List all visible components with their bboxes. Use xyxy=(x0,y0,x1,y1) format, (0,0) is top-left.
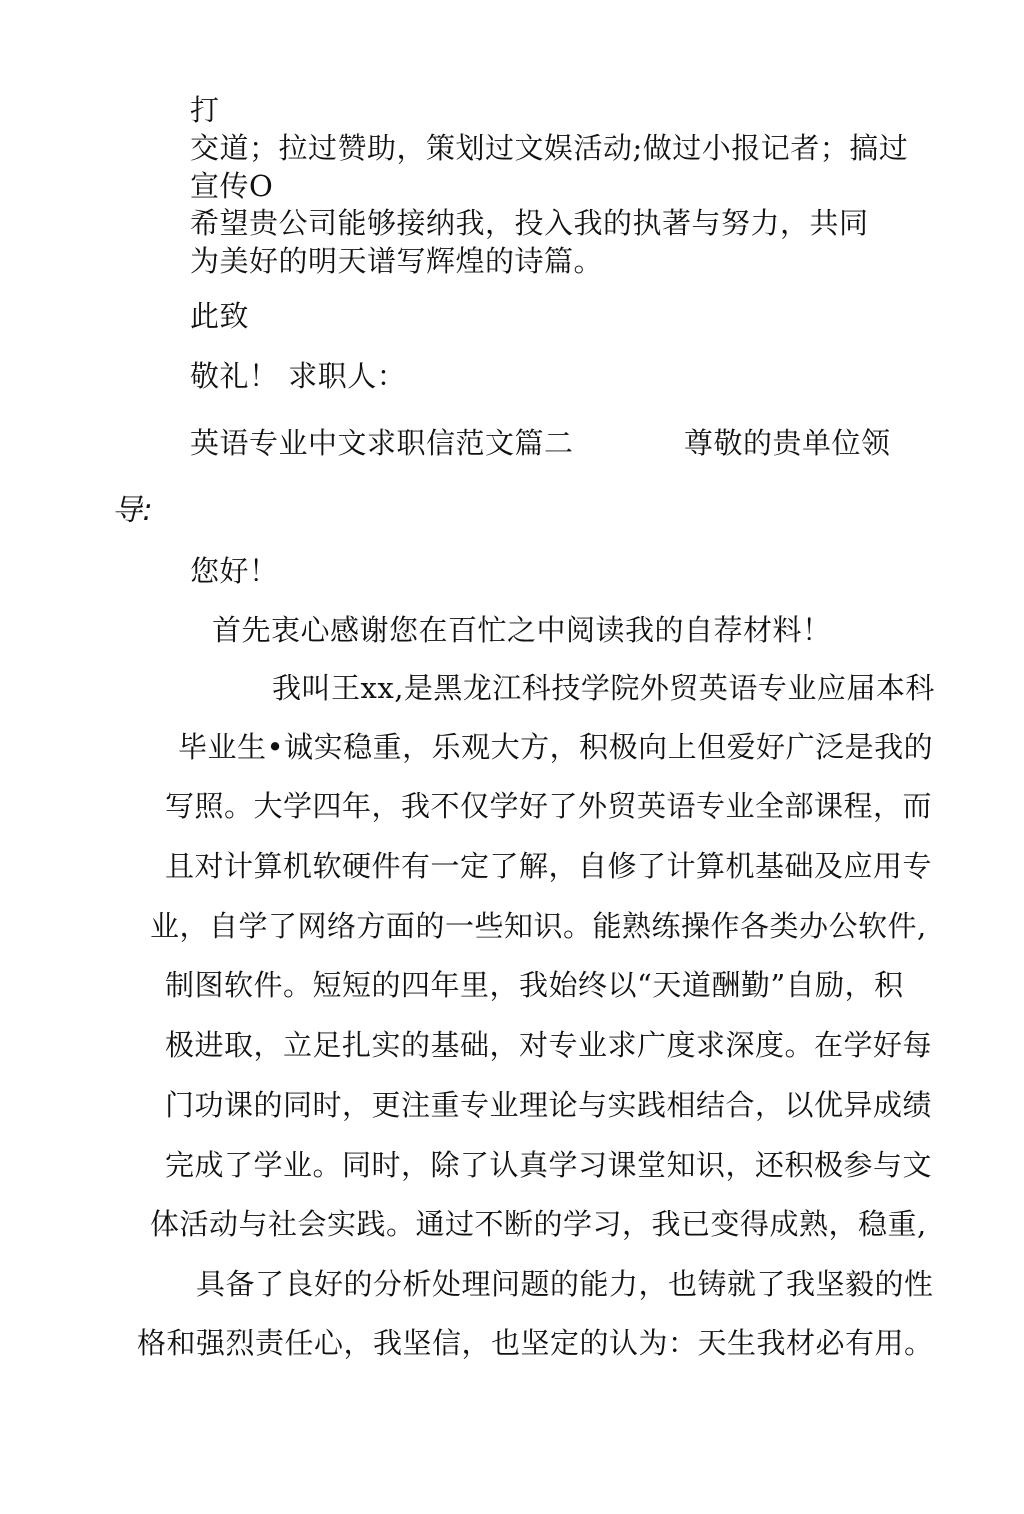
body-line: 我叫王xx,是黑龙江科技学院外贸英语专业应届本科 xyxy=(272,671,935,705)
closing-text: 此致 xyxy=(190,299,250,333)
body-line: 制图软件。短短的四年里，我始终以“天道酬勤”自励，积 xyxy=(165,968,904,1002)
recipient-line: 尊敬的贵单位领 xyxy=(684,426,891,460)
salute-line: 敬礼！ 求职人： xyxy=(190,359,407,393)
body-line: 完成了学业。同时，除了认真学习课堂知识，还积极参与文 xyxy=(165,1148,933,1182)
body-line: 业，自学了网络方面的一些知识。能熟练操作各类办公软件, xyxy=(150,909,927,943)
body-line: 毕业生•诚实稳重，乐观大方，积极向上但爱好广泛是我的 xyxy=(178,730,934,764)
paragraph-line: 打 xyxy=(190,93,220,127)
body-line: 且对计算机软硬件有一定了解，自修了计算机基础及应用专 xyxy=(165,849,933,883)
section-heading: 英语专业中文求职信范文篇二 xyxy=(190,426,574,460)
body-line: 格和强烈责任心，我坚信，也坚定的认为：天生我材必有用。 xyxy=(137,1326,934,1360)
body-line: 极进取，立足扎实的基础，对专业求广度求深度。在学好每 xyxy=(165,1028,933,1062)
paragraph-line: 为美好的明天谱写辉煌的诗篇。 xyxy=(190,244,604,278)
recipient-line-continuation: 导: xyxy=(112,493,154,528)
greeting: 您好！ xyxy=(190,554,279,588)
paragraph-line: 希望贵公司能够接纳我，投入我的执著与努力，共同 xyxy=(190,206,869,240)
body-line: 具备了良好的分析处理问题的能力，也铸就了我坚毅的性 xyxy=(196,1267,934,1301)
body-line: 门功课的同时，更注重专业理论与实践相结合，以优异成绩 xyxy=(165,1088,933,1122)
body-line: 写照。大学四年，我不仅学好了外贸英语专业全部课程，而 xyxy=(165,789,933,823)
body-line: 体活动与社会实践。通过不断的学习，我已变得成熟，稳重, xyxy=(150,1207,927,1241)
paragraph-line: 交道；拉过赞助，策划过文娱活动;做过小报记者；搞过 xyxy=(190,131,909,165)
thanks-line: 首先衷心感谢您在百忙之中阅读我的自荐材料！ xyxy=(212,613,832,647)
paragraph-line: 宣传O xyxy=(190,169,274,203)
